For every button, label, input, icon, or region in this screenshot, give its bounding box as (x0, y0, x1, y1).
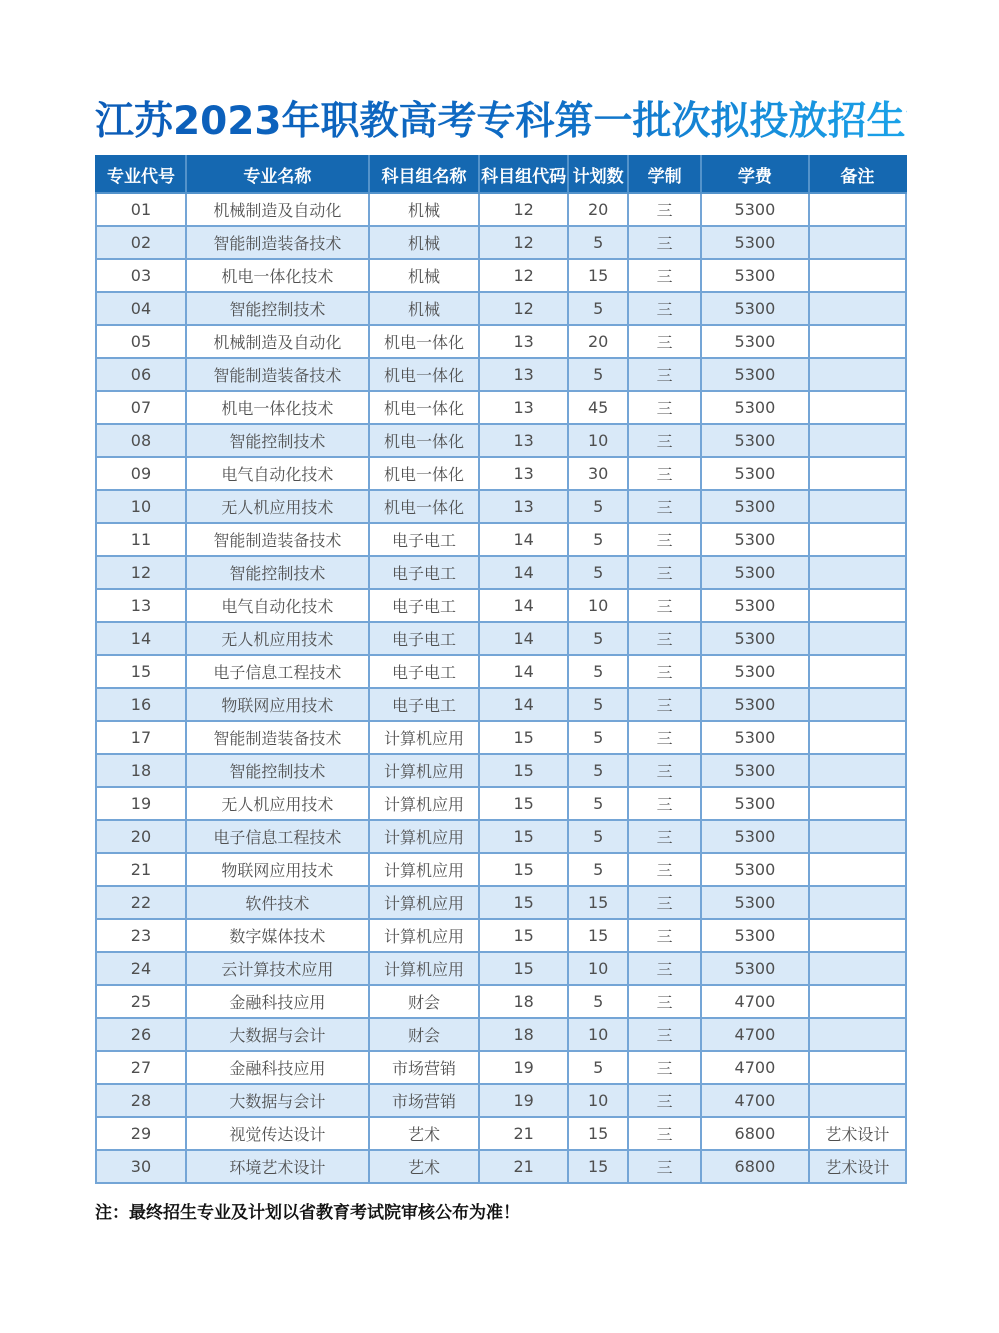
table-cell: 15 (96, 655, 186, 688)
table-row (96, 1150, 906, 1183)
table-cell: 5 (568, 358, 628, 391)
table-cell: 三 (628, 424, 701, 457)
table-cell: 5 (568, 754, 628, 787)
table-cell: 15 (479, 886, 568, 919)
table-row (96, 523, 906, 556)
table-cell: 三 (628, 358, 701, 391)
table-cell: 数字媒体技术 (186, 919, 369, 952)
table-cell: 10 (568, 589, 628, 622)
table-cell: 三 (628, 457, 701, 490)
table-cell: 15 (568, 259, 628, 292)
table-cell: 电子信息工程技术 (186, 820, 369, 853)
table-row (96, 655, 906, 688)
table-row (96, 556, 906, 589)
table-cell: 06 (96, 358, 186, 391)
table-cell: 20 (96, 820, 186, 853)
table-cell: 机电一体化 (369, 457, 479, 490)
table-cell: 5 (568, 622, 628, 655)
table-cell: 15 (568, 886, 628, 919)
table-cell: 14 (479, 523, 568, 556)
table-cell: 市场营销 (369, 1051, 479, 1084)
table-cell: 45 (568, 391, 628, 424)
table-cell: 5 (568, 853, 628, 886)
table-row (96, 688, 906, 721)
table-cell: 艺术 (369, 1117, 479, 1150)
table-cell: 10 (568, 424, 628, 457)
table-cell: 20 (568, 193, 628, 226)
table-cell: 大数据与会计 (186, 1018, 369, 1051)
table-cell: 计算机应用 (369, 886, 479, 919)
table-cell: 云计算技术应用 (186, 952, 369, 985)
table-cell: 5 (568, 292, 628, 325)
table-cell: 14 (479, 589, 568, 622)
table-row (96, 1084, 906, 1117)
table-cell: 市场营销 (369, 1084, 479, 1117)
table-cell: 18 (96, 754, 186, 787)
table-cell: 5 (568, 1051, 628, 1084)
table-cell: 三 (628, 952, 701, 985)
table-cell: 5300 (701, 589, 809, 622)
header-cell: 学制 (628, 156, 701, 193)
table-cell: 智能制造装备技术 (186, 358, 369, 391)
table-cell (809, 886, 906, 919)
table-row (96, 1051, 906, 1084)
table-cell: 5300 (701, 193, 809, 226)
table-cell: 三 (628, 919, 701, 952)
table-cell: 电子电工 (369, 556, 479, 589)
table-cell (809, 556, 906, 589)
table-cell (809, 1084, 906, 1117)
table-cell: 5300 (701, 325, 809, 358)
table-cell: 三 (628, 226, 701, 259)
table-row (96, 853, 906, 886)
table-cell: 5300 (701, 655, 809, 688)
table-cell: 环境艺术设计 (186, 1150, 369, 1183)
table-row (96, 292, 906, 325)
table-cell: 艺术设计 (809, 1150, 906, 1183)
table-cell: 12 (479, 292, 568, 325)
table-cell: 5300 (701, 787, 809, 820)
table-cell: 15 (479, 853, 568, 886)
table-row (96, 1018, 906, 1051)
table-cell: 6800 (701, 1117, 809, 1150)
table-cell: 09 (96, 457, 186, 490)
table-cell: 三 (628, 985, 701, 1018)
table-cell: 智能控制技术 (186, 556, 369, 589)
table-cell: 智能制造装备技术 (186, 226, 369, 259)
table-body (96, 193, 906, 1183)
table-cell: 03 (96, 259, 186, 292)
table-row (96, 985, 906, 1018)
table-cell: 三 (628, 820, 701, 853)
table-cell: 电子电工 (369, 589, 479, 622)
table-cell: 15 (568, 919, 628, 952)
table-cell: 12 (479, 259, 568, 292)
table-cell: 14 (479, 556, 568, 589)
table-cell: 5300 (701, 556, 809, 589)
table-row (96, 457, 906, 490)
table-cell: 智能控制技术 (186, 424, 369, 457)
table-cell: 30 (568, 457, 628, 490)
table-cell: 5 (568, 721, 628, 754)
table-cell: 5 (568, 985, 628, 1018)
table-cell: 5300 (701, 853, 809, 886)
table-cell: 电子电工 (369, 622, 479, 655)
table-cell: 5300 (701, 622, 809, 655)
table-cell: 5300 (701, 391, 809, 424)
table-cell: 18 (479, 1018, 568, 1051)
table-cell: 13 (479, 424, 568, 457)
table-cell: 三 (628, 589, 701, 622)
table-row (96, 358, 906, 391)
table-cell: 电子信息工程技术 (186, 655, 369, 688)
table-cell: 三 (628, 490, 701, 523)
table-cell: 三 (628, 886, 701, 919)
table-cell: 5300 (701, 820, 809, 853)
table-cell: 机电一体化 (369, 358, 479, 391)
table-cell: 19 (96, 787, 186, 820)
table-cell: 计算机应用 (369, 754, 479, 787)
table-cell: 三 (628, 292, 701, 325)
table-cell (809, 721, 906, 754)
table-cell: 无人机应用技术 (186, 787, 369, 820)
table-cell (809, 523, 906, 556)
table-row (96, 787, 906, 820)
table-cell: 19 (479, 1084, 568, 1117)
table-cell (809, 688, 906, 721)
table-cell: 机电一体化 (369, 325, 479, 358)
table-cell (809, 1051, 906, 1084)
table-cell: 5300 (701, 919, 809, 952)
table-cell: 08 (96, 424, 186, 457)
table-cell: 三 (628, 754, 701, 787)
table-cell: 物联网应用技术 (186, 853, 369, 886)
table-cell: 三 (628, 523, 701, 556)
table-cell: 12 (479, 226, 568, 259)
table-cell: 计算机应用 (369, 721, 479, 754)
table-cell: 三 (628, 655, 701, 688)
table-cell: 4700 (701, 1018, 809, 1051)
table-cell: 三 (628, 1018, 701, 1051)
table-cell: 电气自动化技术 (186, 457, 369, 490)
table-row (96, 391, 906, 424)
table-cell: 5300 (701, 259, 809, 292)
table-cell (809, 622, 906, 655)
table-cell: 机电一体化 (369, 490, 479, 523)
table-cell: 视觉传达设计 (186, 1117, 369, 1150)
table-cell: 15 (568, 1117, 628, 1150)
table-cell: 5300 (701, 952, 809, 985)
table-cell: 无人机应用技术 (186, 622, 369, 655)
table-cell (809, 787, 906, 820)
table-cell: 三 (628, 556, 701, 589)
table-cell: 5300 (701, 688, 809, 721)
table-cell: 12 (96, 556, 186, 589)
table-cell: 15 (479, 754, 568, 787)
table-row (96, 820, 906, 853)
table-cell: 大数据与会计 (186, 1084, 369, 1117)
table-cell: 5300 (701, 754, 809, 787)
table-cell: 5 (568, 655, 628, 688)
table-cell: 无人机应用技术 (186, 490, 369, 523)
enrollment-plan-table (95, 155, 907, 1184)
table-cell: 计算机应用 (369, 919, 479, 952)
table-cell: 4700 (701, 1084, 809, 1117)
table-cell: 机电一体化技术 (186, 259, 369, 292)
table-cell: 13 (479, 490, 568, 523)
table-cell: 5300 (701, 490, 809, 523)
table-cell: 三 (628, 1084, 701, 1117)
table-cell (809, 490, 906, 523)
table-row (96, 622, 906, 655)
table-cell: 电子电工 (369, 523, 479, 556)
table-cell: 6800 (701, 1150, 809, 1183)
table-cell: 10 (568, 1084, 628, 1117)
table-row (96, 226, 906, 259)
table-cell: 电子电工 (369, 688, 479, 721)
table-cell: 20 (568, 325, 628, 358)
table-cell: 28 (96, 1084, 186, 1117)
table-cell: 三 (628, 391, 701, 424)
table-cell: 计算机应用 (369, 787, 479, 820)
table-cell: 金融科技应用 (186, 985, 369, 1018)
table-cell: 14 (479, 655, 568, 688)
table-cell: 04 (96, 292, 186, 325)
table-row (96, 424, 906, 457)
table-cell: 25 (96, 985, 186, 1018)
table-cell: 13 (479, 325, 568, 358)
table-cell: 5300 (701, 292, 809, 325)
table-cell: 19 (479, 1051, 568, 1084)
table-cell: 27 (96, 1051, 186, 1084)
table-cell: 4700 (701, 1051, 809, 1084)
table-cell: 14 (479, 622, 568, 655)
table-cell: 三 (628, 1117, 701, 1150)
table-cell: 三 (628, 259, 701, 292)
table-cell: 5300 (701, 457, 809, 490)
table-cell: 智能制造装备技术 (186, 721, 369, 754)
table-cell: 02 (96, 226, 186, 259)
table-cell: 三 (628, 325, 701, 358)
table-cell: 三 (628, 193, 701, 226)
table-cell: 13 (96, 589, 186, 622)
table-cell: 机械制造及自动化 (186, 325, 369, 358)
table-cell: 13 (479, 358, 568, 391)
table-cell: 机电一体化 (369, 424, 479, 457)
table-cell: 17 (96, 721, 186, 754)
table-cell: 29 (96, 1117, 186, 1150)
table-cell (809, 919, 906, 952)
table-cell: 10 (96, 490, 186, 523)
table-cell: 15 (479, 721, 568, 754)
table-cell: 16 (96, 688, 186, 721)
table-cell (809, 193, 906, 226)
header-cell: 科目组代码 (479, 156, 568, 193)
table-cell: 三 (628, 721, 701, 754)
table-cell: 智能控制技术 (186, 754, 369, 787)
table-cell: 计算机应用 (369, 820, 479, 853)
table-cell: 15 (479, 787, 568, 820)
table-cell (809, 820, 906, 853)
table-cell: 01 (96, 193, 186, 226)
table-cell: 15 (479, 952, 568, 985)
table-cell: 22 (96, 886, 186, 919)
table-cell: 三 (628, 688, 701, 721)
table-cell: 机电一体化技术 (186, 391, 369, 424)
header-cell: 专业代号 (96, 156, 186, 193)
header-cell: 学费 (701, 156, 809, 193)
table-row (96, 754, 906, 787)
table-cell: 电子电工 (369, 655, 479, 688)
table-cell: 14 (479, 688, 568, 721)
table-cell: 11 (96, 523, 186, 556)
table-cell: 10 (568, 1018, 628, 1051)
header-cell: 科目组名称 (369, 156, 479, 193)
table-cell: 三 (628, 1150, 701, 1183)
table-row (96, 490, 906, 523)
table-cell: 24 (96, 952, 186, 985)
table-cell (809, 589, 906, 622)
table-cell: 5300 (701, 721, 809, 754)
table-row (96, 259, 906, 292)
table-cell: 5 (568, 523, 628, 556)
table-cell: 15 (479, 820, 568, 853)
table-row (96, 1117, 906, 1150)
table-cell (809, 292, 906, 325)
table-cell: 财会 (369, 985, 479, 1018)
table-cell: 21 (479, 1150, 568, 1183)
page-title: 江苏2023年职教高考专科第一批次拟投放招生计划 (95, 90, 907, 146)
table-cell: 21 (96, 853, 186, 886)
footnote: 注：最终招生专业及计划以省教育考试院审核公布为准！ (95, 1203, 520, 1223)
table-cell: 13 (479, 391, 568, 424)
table-cell (809, 259, 906, 292)
table-cell: 艺术设计 (809, 1117, 906, 1150)
header-cell: 备注 (809, 156, 906, 193)
table-cell: 三 (628, 622, 701, 655)
table-cell: 5300 (701, 358, 809, 391)
table-cell: 5300 (701, 523, 809, 556)
table-cell: 15 (479, 919, 568, 952)
table-cell: 5 (568, 556, 628, 589)
table-cell: 机械 (369, 226, 479, 259)
table-cell (809, 853, 906, 886)
header-cell: 专业名称 (186, 156, 369, 193)
table-cell: 金融科技应用 (186, 1051, 369, 1084)
table-cell: 5 (568, 820, 628, 853)
table-row (96, 589, 906, 622)
table-cell (809, 1018, 906, 1051)
table-cell: 5300 (701, 226, 809, 259)
table-cell: 艺术 (369, 1150, 479, 1183)
table-cell (809, 325, 906, 358)
table-row (96, 721, 906, 754)
table-cell: 电气自动化技术 (186, 589, 369, 622)
table-cell: 机械制造及自动化 (186, 193, 369, 226)
table-cell: 5 (568, 490, 628, 523)
table-cell: 21 (479, 1117, 568, 1150)
table-cell: 三 (628, 787, 701, 820)
table-cell (809, 985, 906, 1018)
table-cell: 机械 (369, 292, 479, 325)
table-cell: 12 (479, 193, 568, 226)
table-row (96, 325, 906, 358)
table-row (96, 952, 906, 985)
table-cell (809, 391, 906, 424)
table-row (96, 886, 906, 919)
table-cell: 15 (568, 1150, 628, 1183)
table-cell: 智能控制技术 (186, 292, 369, 325)
table-cell: 18 (479, 985, 568, 1018)
table-cell (809, 226, 906, 259)
table-row (96, 193, 906, 226)
table-cell: 软件技术 (186, 886, 369, 919)
table-cell: 智能制造装备技术 (186, 523, 369, 556)
table-header-row (96, 156, 906, 193)
table-cell (809, 754, 906, 787)
table-cell: 23 (96, 919, 186, 952)
header-cell: 计划数 (568, 156, 628, 193)
table-cell (809, 655, 906, 688)
table-cell: 30 (96, 1150, 186, 1183)
table-cell: 计算机应用 (369, 952, 479, 985)
table-cell: 机电一体化 (369, 391, 479, 424)
table-cell: 财会 (369, 1018, 479, 1051)
table-cell: 计算机应用 (369, 853, 479, 886)
table-cell: 07 (96, 391, 186, 424)
table-cell: 5 (568, 226, 628, 259)
table-cell: 三 (628, 853, 701, 886)
table-cell: 三 (628, 1051, 701, 1084)
table-cell: 5300 (701, 424, 809, 457)
table-cell: 5 (568, 688, 628, 721)
table-cell: 10 (568, 952, 628, 985)
table-cell (809, 424, 906, 457)
table-cell: 机械 (369, 193, 479, 226)
table-cell: 05 (96, 325, 186, 358)
table-cell: 13 (479, 457, 568, 490)
table-cell: 物联网应用技术 (186, 688, 369, 721)
table-cell: 5300 (701, 886, 809, 919)
table-cell: 26 (96, 1018, 186, 1051)
table-cell: 14 (96, 622, 186, 655)
table-cell: 5 (568, 787, 628, 820)
table-cell: 机械 (369, 259, 479, 292)
table-row (96, 919, 906, 952)
table-cell (809, 952, 906, 985)
table-cell (809, 358, 906, 391)
table-cell: 4700 (701, 985, 809, 1018)
table-cell (809, 457, 906, 490)
